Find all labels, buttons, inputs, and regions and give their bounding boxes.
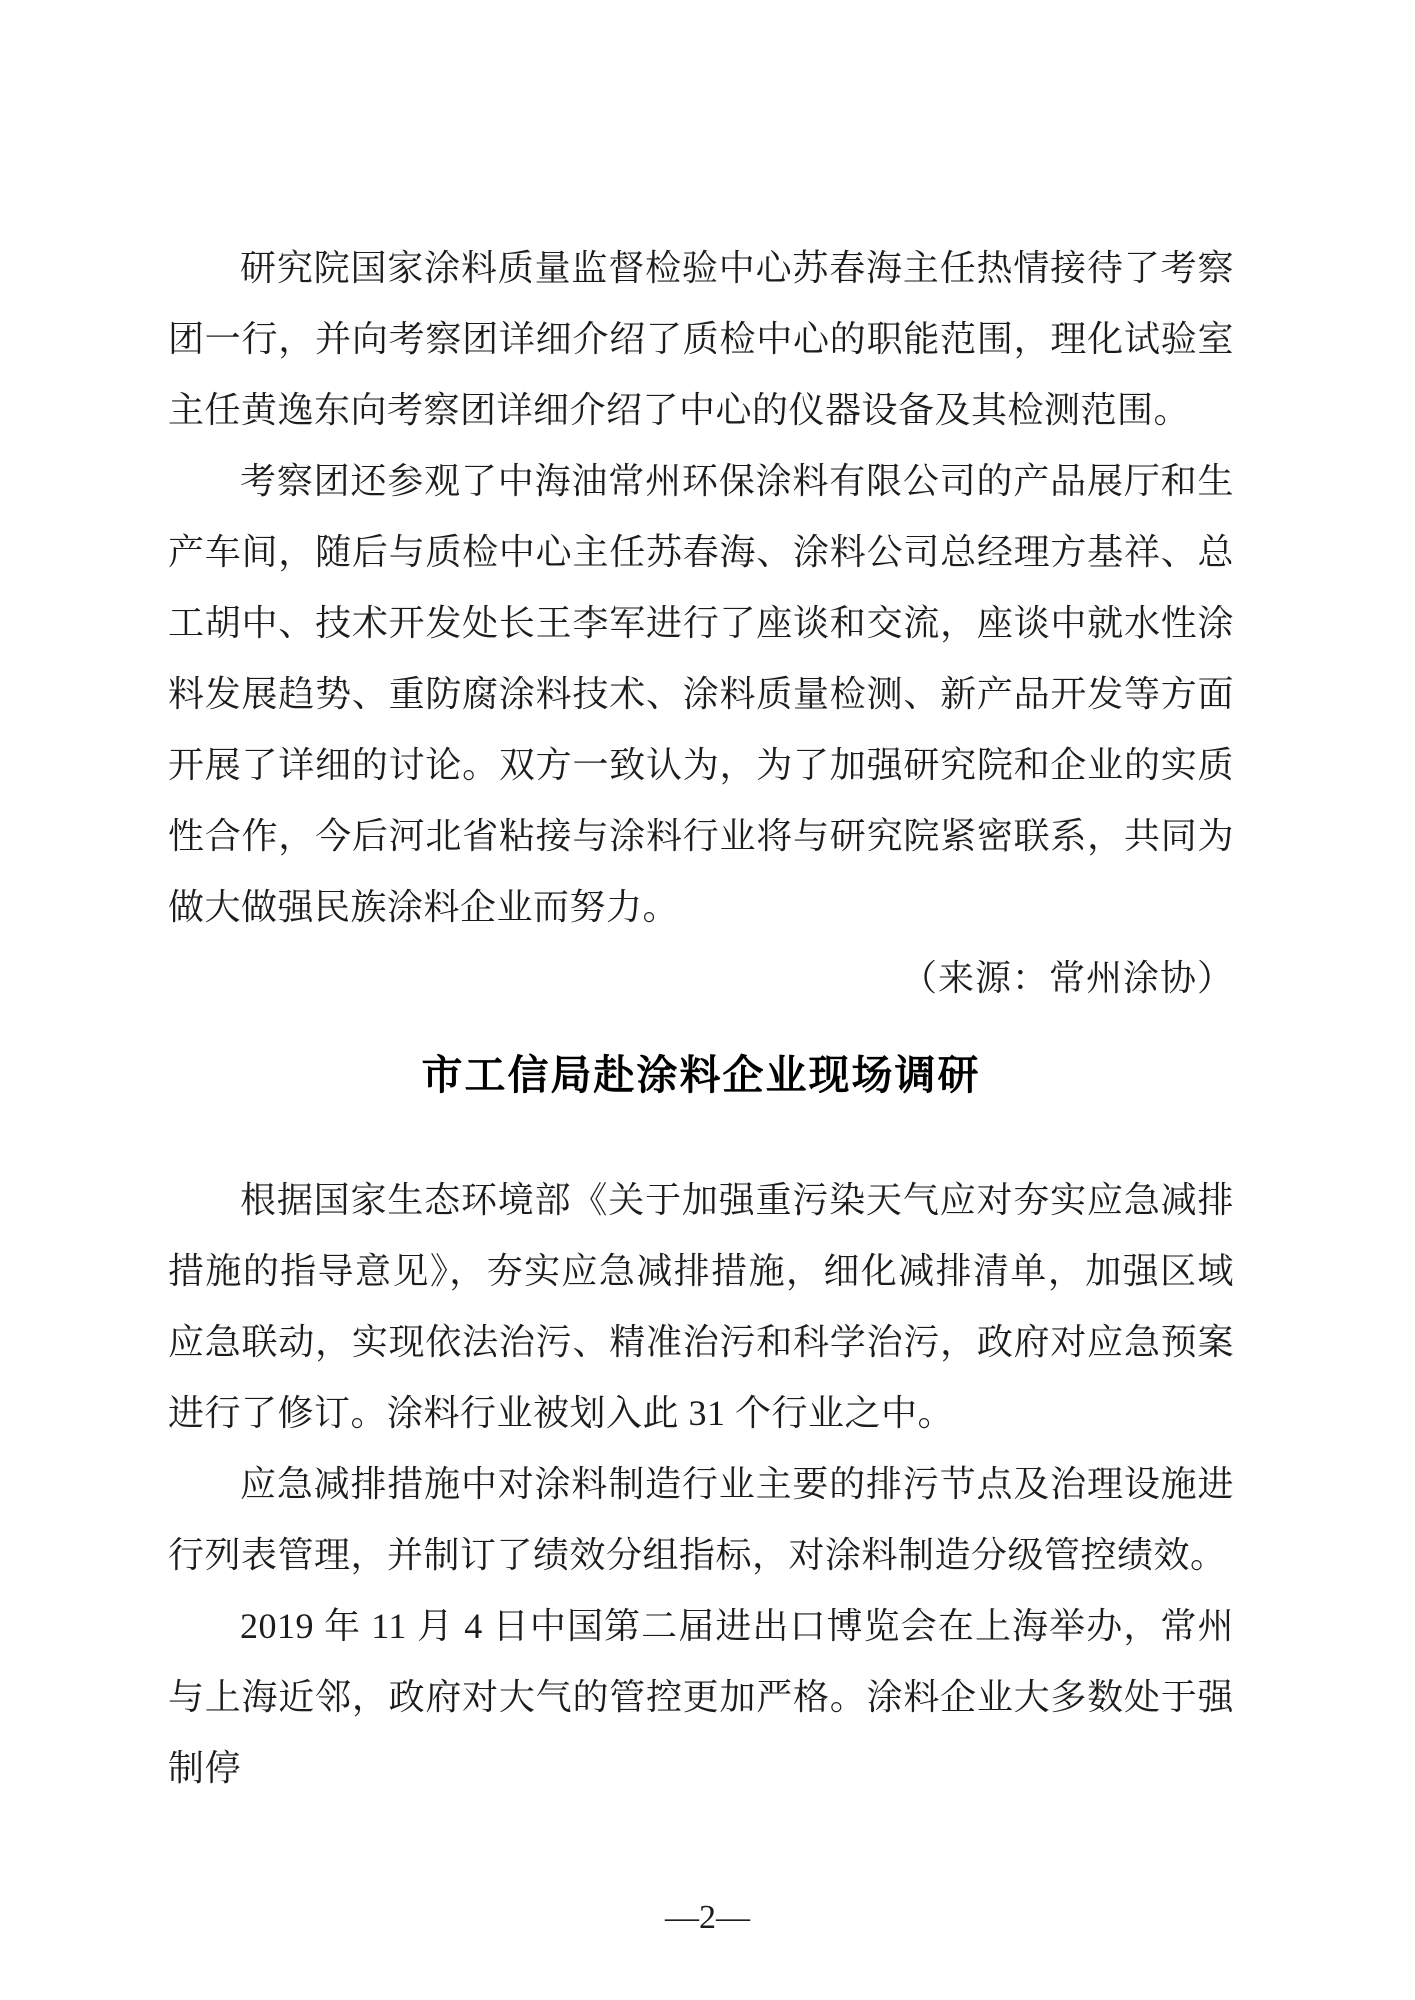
article-continuation — [168, 233, 1234, 1014]
paragraph: 2019 年 11 月 4 日中国第二届进出口博览会在上海举办，常州与上海近邻，政府对大气的管控更加严格。涂料企业大多数处于强制停 — [168, 1606, 1234, 1788]
paragraph: 考察团还参观了中海油常州环保涂料有限公司的产品展厅和生产车间，随后与质检中心主任苏春海、涂料公司总经理方基祥、总工胡中、技术开发处长王李军进行了座谈和交流，座谈中就水性涂料发展趋势、重防腐涂料技术、涂料质量检测、新产品开发等方面开展了详细的讨论。双方一致认为，为了加强研究院和企业的实质性合作，今后河北省粘接与涂料行业将与研究院紧密联系，共同为做大做强民族涂料企业而努力。 — [168, 461, 1234, 927]
page-number: —2— — [665, 1899, 750, 1936]
paragraph: 应急减排措施中对涂料制造行业主要的排污节点及治理设施进行列表管理，并制订了绩效分组指标，对涂料制造分级管控绩效。 — [168, 1464, 1234, 1575]
source-attribution: （来源：常州涂协） — [900, 958, 1234, 998]
paragraph: 研究院国家涂料质量监督检验中心苏春海主任热情接待了考察团一行，并向考察团详细介绍了质检中心的职能范围，理化试验室主任黄逸东向考察团详细介绍了中心的仪器设备及其检测范围。 — [168, 248, 1234, 430]
article-title: 市工信局赴涂料企业现场调研 — [421, 1052, 981, 1098]
page-content — [168, 233, 1234, 1804]
paragraph: 根据国家生态环境部《关于加强重污染天气应对夯实应急减排措施的指导意见》，夯实应急减排措施，细化减排清单，加强区域应急联动，实现依法治污、精准治污和科学治污，政府对应急预案进行了修订。涂料行业被划入此 31 个行业之中。 — [168, 1180, 1234, 1433]
second-article — [168, 1040, 1234, 1804]
page-footer — [0, 1893, 1415, 1943]
